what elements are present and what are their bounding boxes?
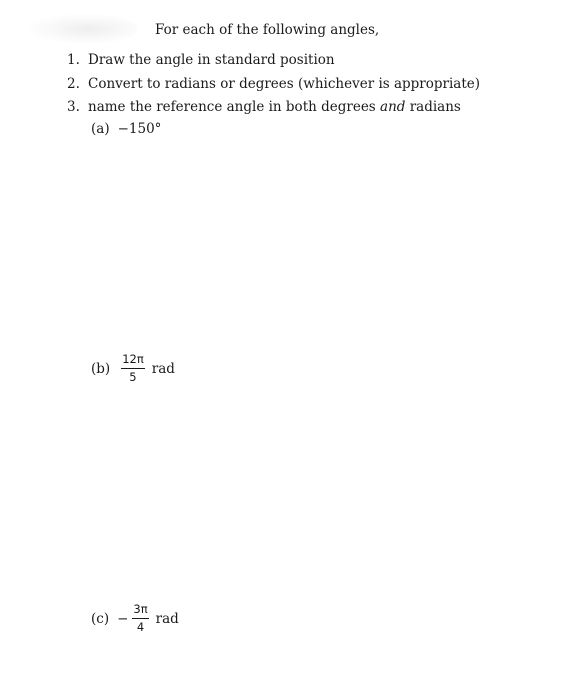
- faded-watermark-smudge: [28, 14, 138, 44]
- negative-sign: −: [117, 610, 129, 627]
- step-number: 3.: [67, 99, 80, 115]
- instruction-step-3: [67, 98, 480, 122]
- instruction-step-2: [67, 75, 480, 99]
- part-a: [91, 121, 161, 137]
- step-text-emphasis: and: [380, 99, 406, 115]
- step-text-after: radians: [405, 99, 461, 115]
- part-b: [91, 353, 175, 384]
- angle-value: −150°: [117, 121, 162, 137]
- fraction-numerator: 3π: [133, 602, 148, 616]
- intro-text: For each of the following angles,: [155, 22, 380, 38]
- step-text: Draw the angle in standard position: [88, 52, 335, 68]
- step-number: 2.: [67, 75, 80, 92]
- fraction-bar: [132, 618, 148, 619]
- instruction-step-1: [67, 51, 480, 75]
- angle-fraction: [121, 353, 145, 384]
- part-label: (c): [91, 610, 110, 627]
- part-label: (b): [91, 360, 111, 377]
- step-text: Convert to radians or degrees (whichever is appropriate): [88, 75, 481, 92]
- part-c: [91, 603, 179, 634]
- fraction-denominator: 4: [136, 620, 145, 634]
- angle-unit: rad: [155, 610, 179, 627]
- part-label: (a): [91, 121, 110, 137]
- fraction-bar: [121, 368, 145, 369]
- fraction-numerator: 12π: [122, 352, 144, 366]
- step-text-before: name the reference angle in both degrees: [88, 99, 381, 115]
- fraction-denominator: 5: [129, 370, 137, 384]
- instruction-list: [67, 51, 480, 122]
- step-number: 1.: [67, 52, 80, 68]
- angle-fraction: [132, 603, 148, 634]
- angle-unit: rad: [151, 360, 175, 377]
